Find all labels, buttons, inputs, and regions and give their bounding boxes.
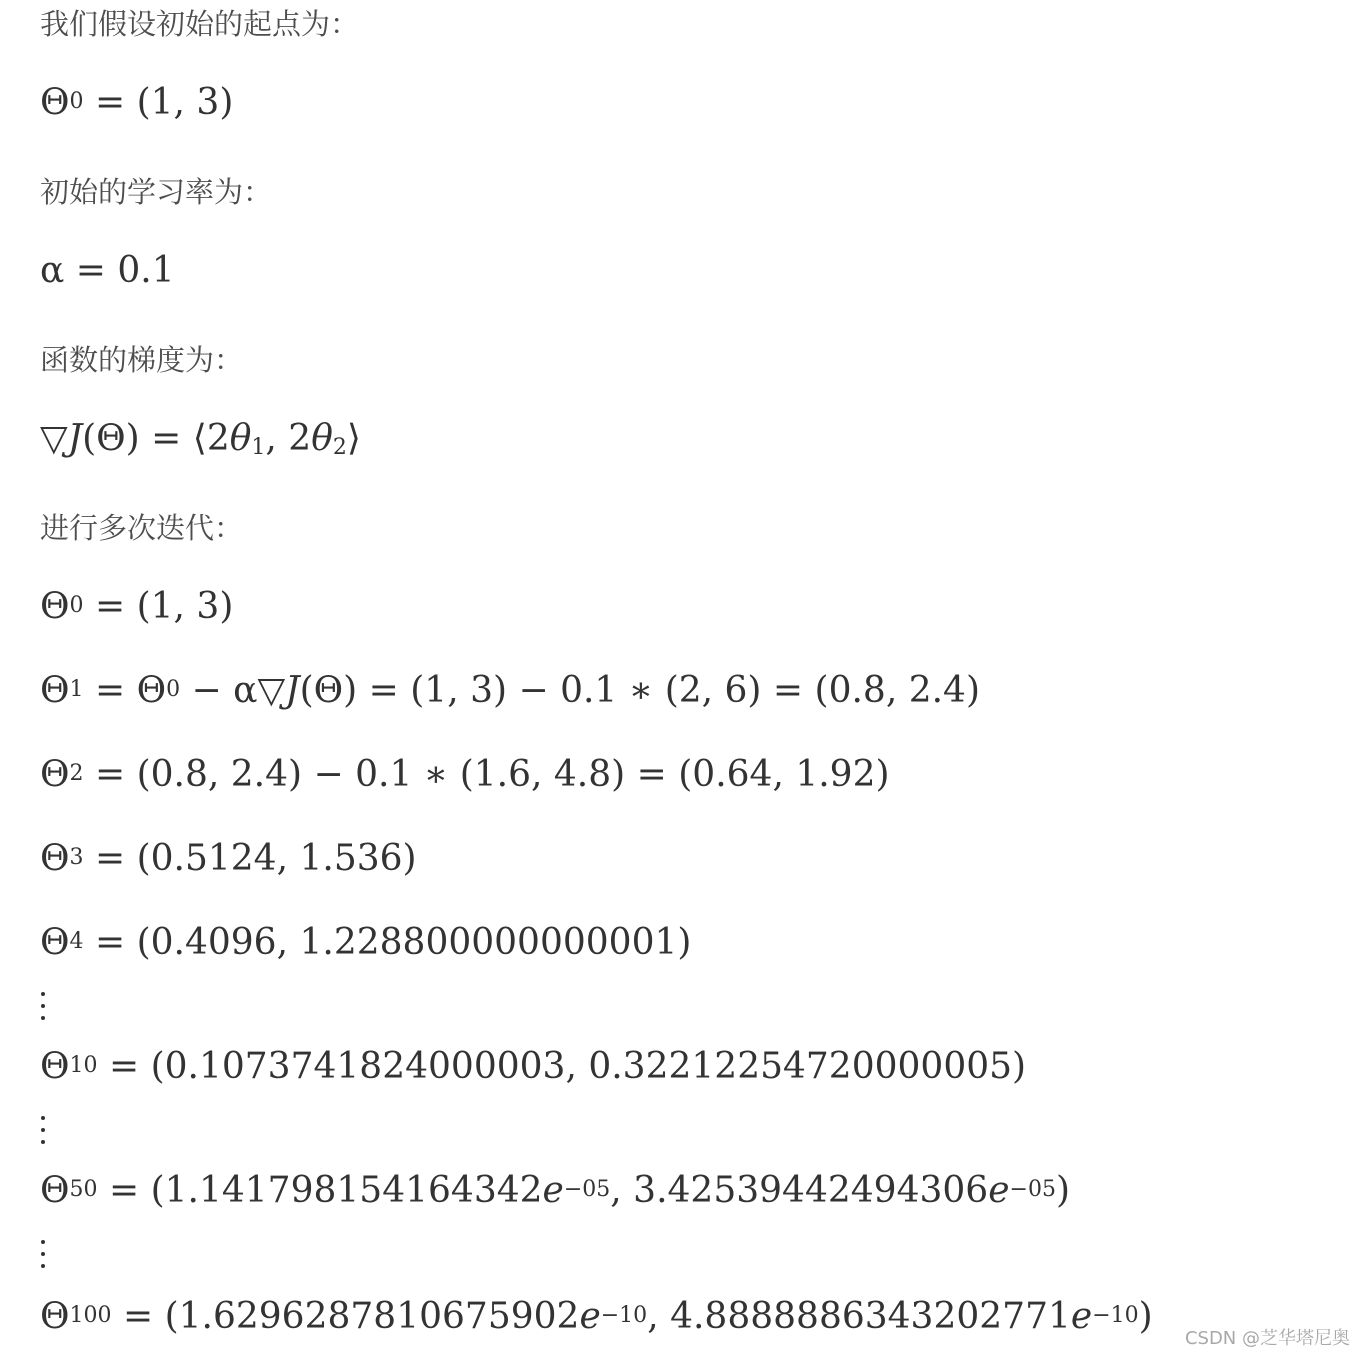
equation-part: − α▽: [191, 670, 286, 711]
superscript: −10: [1092, 1303, 1139, 1328]
superscript: 3: [69, 845, 84, 870]
iteration-2-equation: [40, 754, 890, 795]
superscript: 100: [69, 1303, 112, 1328]
theta-symbol: Θ: [40, 586, 70, 627]
alpha-equation: α = 0.1: [40, 250, 175, 291]
equation-part: , 2: [265, 418, 312, 459]
equation-rhs: = (1, 3): [94, 82, 234, 123]
iteration-1-equation: [40, 670, 980, 711]
equation-rhs: = (0.1073741824000003, 0.32212254720000005): [108, 1046, 1027, 1087]
theta-symbol: Θ: [40, 1296, 70, 1337]
equation-rhs: = (0.5124, 1.536): [94, 838, 417, 879]
iteration-50-equation: [40, 1170, 1070, 1211]
watermark: CSDN @芝华塔尼奥: [1184, 1328, 1350, 1349]
equation-part: ⟩: [346, 418, 361, 459]
superscript: 0: [69, 89, 84, 114]
superscript: −10: [600, 1303, 648, 1328]
subscript: 1: [251, 435, 266, 460]
theta-symbol: Θ: [40, 82, 70, 123]
superscript: 10: [69, 1053, 98, 1078]
vertical-dots-icon: [40, 1114, 48, 1154]
function-name: J: [67, 418, 83, 459]
iteration-3-equation: [40, 838, 417, 879]
theta-small-symbol: θ: [229, 418, 252, 459]
equation-rhs: = (1, 3): [94, 586, 234, 627]
theta-symbol: Θ: [40, 838, 70, 879]
equation-part: = (1.141798154164342: [108, 1170, 543, 1211]
equation-part: ): [1138, 1296, 1153, 1337]
subscript: 2: [332, 435, 347, 460]
nabla-symbol: ▽: [40, 418, 68, 459]
equation-part: = (1.6296287810675902: [122, 1296, 580, 1337]
equation-rhs: = (0.8, 2.4) − 0.1 ∗ (1.6, 4.8) = (0.64, 1.92): [94, 754, 890, 795]
theta-symbol: Θ: [40, 922, 70, 963]
superscript: 1: [69, 677, 84, 702]
exponent-base: e: [988, 1170, 1010, 1211]
learning-rate-intro: 初始的学习率为：: [40, 175, 273, 209]
start-point-intro: 我们假设初始的起点为：: [40, 7, 360, 41]
theta-symbol: Θ: [40, 1170, 70, 1211]
theta-symbol: Θ: [40, 754, 70, 795]
superscript: 0: [69, 593, 84, 618]
vertical-dots-icon: [40, 990, 48, 1030]
iteration-0-equation: [40, 586, 233, 627]
equation-part: = Θ: [94, 670, 167, 711]
equation-part: , 4.8888886343202771: [647, 1296, 1071, 1337]
equation-part: ): [1055, 1170, 1070, 1211]
superscript: −05: [563, 1177, 611, 1202]
theta-symbol: Θ: [40, 1046, 70, 1087]
iteration-4-equation: [40, 922, 691, 963]
theta-small-symbol: θ: [311, 418, 333, 459]
iteration-10-equation: [40, 1046, 1026, 1087]
function-name: J: [285, 670, 300, 711]
equation-rhs: = (0.4096, 1.228800000000001): [94, 922, 692, 963]
exponent-base: e: [579, 1296, 601, 1337]
theta-symbol: Θ: [40, 670, 70, 711]
superscript: 4: [69, 929, 84, 954]
exponent-base: e: [542, 1170, 564, 1211]
superscript: 2: [69, 761, 84, 786]
equation-part: (Θ) = ⟨2: [82, 418, 230, 459]
vertical-dots-icon: [40, 1238, 48, 1278]
superscript: 0: [166, 677, 181, 702]
superscript: 50: [69, 1177, 98, 1202]
iteration-intro: 进行多次迭代：: [40, 511, 244, 545]
exponent-base: e: [1070, 1296, 1093, 1337]
initial-point-equation: [40, 82, 233, 123]
equation-part: , 3.42539442494306: [610, 1170, 989, 1211]
iteration-100-equation: [40, 1296, 1153, 1337]
equation-part: (Θ) = (1, 3) − 0.1 ∗ (2, 6) = (0.8, 2.4): [299, 670, 981, 711]
superscript: −05: [1009, 1177, 1056, 1202]
gradient-equation: [40, 418, 361, 459]
gradient-intro: 函数的梯度为：: [40, 343, 244, 377]
